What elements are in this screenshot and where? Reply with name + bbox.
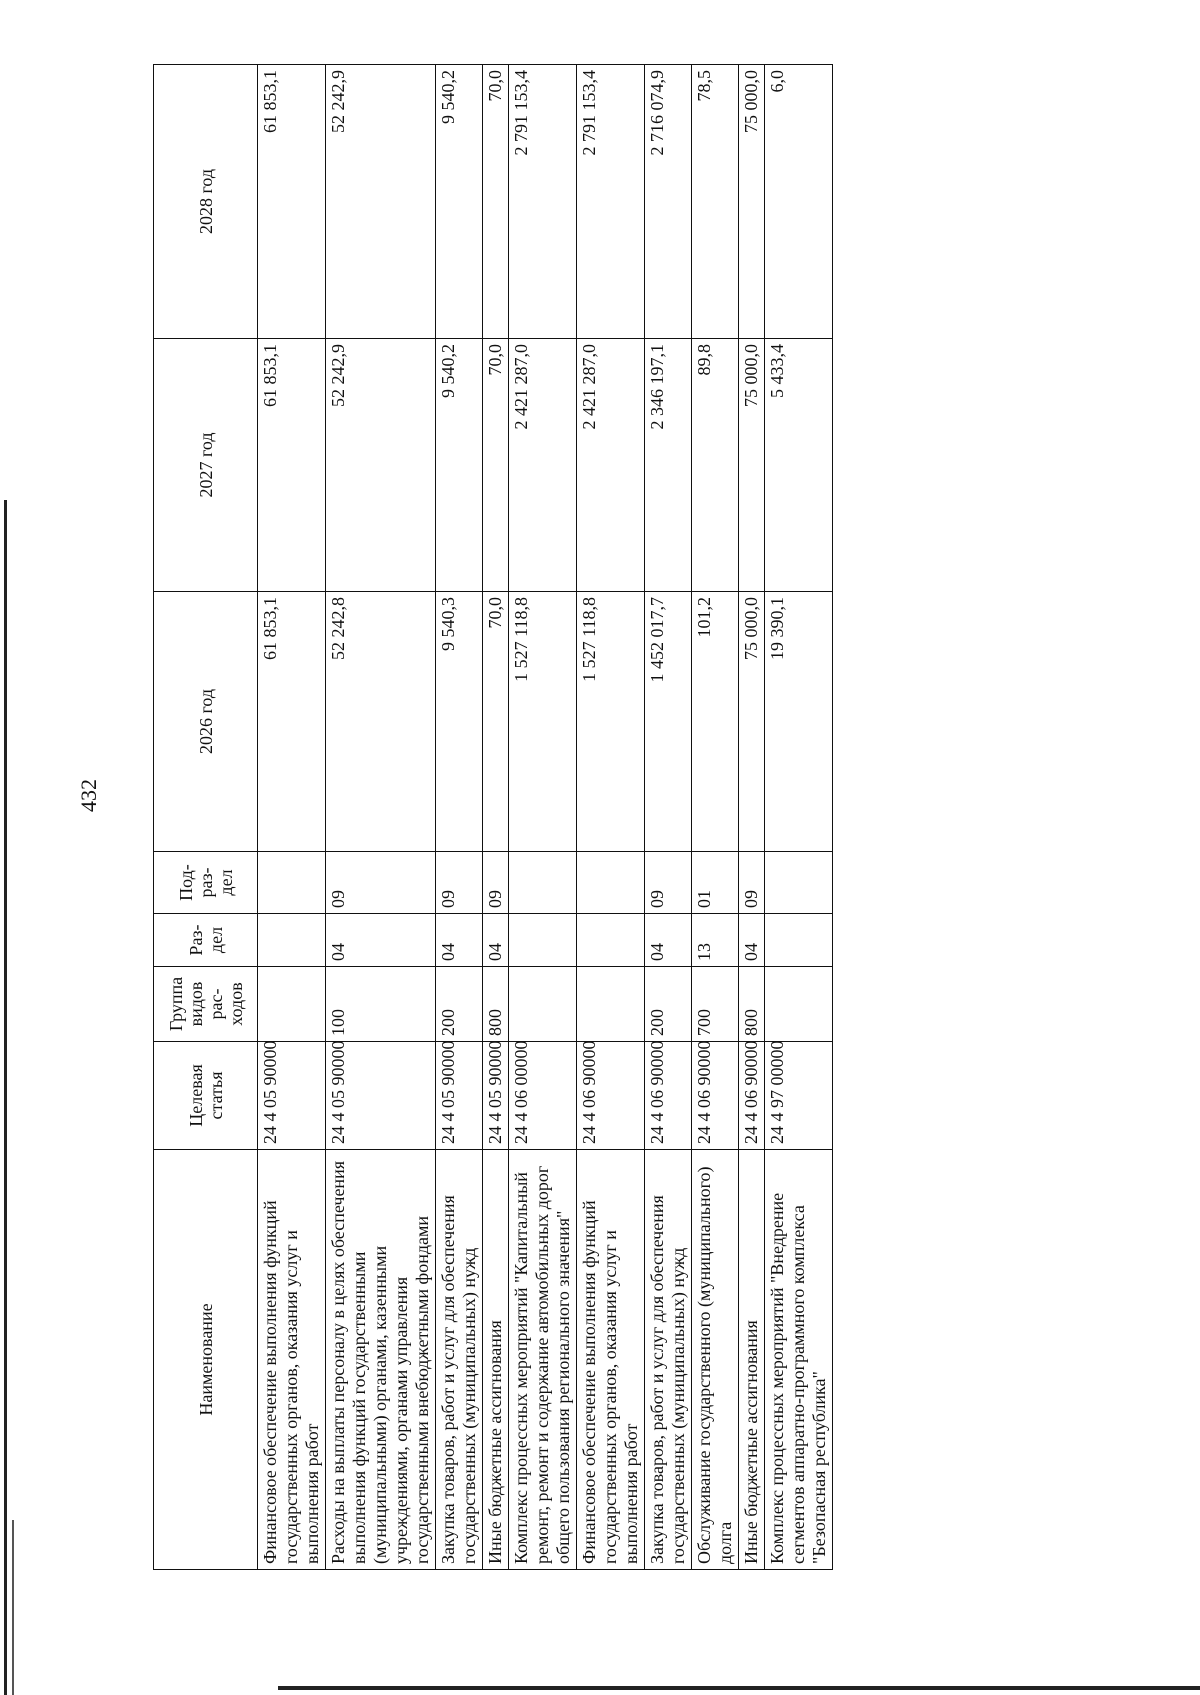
table-row <box>509 65 577 1570</box>
table-row <box>326 65 436 1570</box>
amount-2027: 2 421 287,0 <box>509 339 577 592</box>
amount-2026: 52 242,8 <box>326 592 436 852</box>
amount-2028: 2 716 074,9 <box>645 65 692 339</box>
expense-group: 700 <box>692 967 739 1042</box>
subsection-code: 09 <box>436 852 483 914</box>
header-row <box>154 65 258 1570</box>
section-code: 04 <box>326 914 436 967</box>
amount-2027: 52 242,9 <box>326 339 436 592</box>
target-article: 24 4 06 00000 <box>509 1042 577 1150</box>
target-article: 24 4 05 90000 <box>483 1042 509 1150</box>
scan-edge-line <box>4 500 7 1695</box>
amount-2027: 61 853,1 <box>258 339 326 592</box>
header-2026: 2026 год <box>154 592 258 852</box>
table-row <box>577 65 645 1570</box>
amount-2027: 9 540,2 <box>436 339 483 592</box>
target-article: 24 4 06 90000 <box>577 1042 645 1150</box>
header-2028: 2028 год <box>154 65 258 339</box>
subsection-code: 09 <box>483 852 509 914</box>
row-name: Комплекс процессных мероприятий "Внедрение сегментов аппаратно-программного комплекса "Безопасная республика" <box>765 1150 833 1570</box>
amount-2028: 6,0 <box>765 65 833 339</box>
page-number: 432 <box>76 779 101 812</box>
budget-table <box>153 64 833 1570</box>
expense-group <box>509 967 577 1042</box>
section-code: 04 <box>739 914 765 967</box>
row-name: Закупка товаров, работ и услуг для обеспечения государственных (муниципальных) нужд <box>645 1150 692 1570</box>
row-name: Финансовое обеспечение выполнения функций государственных органов, оказания услуг и выполнения работ <box>577 1150 645 1570</box>
amount-2026: 75 000,0 <box>739 592 765 852</box>
table-row <box>765 65 833 1570</box>
header-group: Группа видов рас-ходов <box>154 967 258 1042</box>
expense-group: 200 <box>645 967 692 1042</box>
amount-2027: 5 433,4 <box>765 339 833 592</box>
scan-edge-line <box>12 1520 14 1695</box>
target-article: 24 4 05 90000 <box>258 1042 326 1150</box>
amount-2026: 9 540,3 <box>436 592 483 852</box>
expense-group <box>258 967 326 1042</box>
section-code: 04 <box>645 914 692 967</box>
amount-2028: 2 791 153,4 <box>577 65 645 339</box>
row-name: Иные бюджетные ассигнования <box>739 1150 765 1570</box>
section-code: 04 <box>436 914 483 967</box>
section-code: 04 <box>483 914 509 967</box>
amount-2027: 70,0 <box>483 339 509 592</box>
amount-2026: 19 390,1 <box>765 592 833 852</box>
table-row <box>258 65 326 1570</box>
expense-group: 100 <box>326 967 436 1042</box>
header-section: Раз-дел <box>154 914 258 967</box>
row-name: Комплекс процессных мероприятий "Капитальный ремонт, ремонт и содержание автомобильных дорог общего пользования регионального значения" <box>509 1150 577 1570</box>
table-row <box>645 65 692 1570</box>
header-name: Наименование <box>154 1150 258 1570</box>
table-row <box>436 65 483 1570</box>
section-code <box>765 914 833 967</box>
subsection-code <box>509 852 577 914</box>
rotated-page <box>153 65 953 1570</box>
subsection-code: 09 <box>326 852 436 914</box>
amount-2027: 89,8 <box>692 339 739 592</box>
header-target: Целевая статья <box>154 1042 258 1150</box>
target-article: 24 4 06 90000 <box>692 1042 739 1150</box>
expense-group <box>577 967 645 1042</box>
amount-2027: 75 000,0 <box>739 339 765 592</box>
target-article: 24 4 97 00000 <box>765 1042 833 1150</box>
table-body <box>258 65 833 1570</box>
subsection-code: 09 <box>739 852 765 914</box>
target-article: 24 4 05 90000 <box>436 1042 483 1150</box>
amount-2026: 1 527 118,8 <box>509 592 577 852</box>
amount-2028: 2 791 153,4 <box>509 65 577 339</box>
row-name: Финансовое обеспечение выполнения функций государственных органов, оказания услуг и выполнения работ <box>258 1150 326 1570</box>
amount-2026: 1 452 017,7 <box>645 592 692 852</box>
amount-2028: 61 853,1 <box>258 65 326 339</box>
header-2027: 2027 год <box>154 339 258 592</box>
amount-2028: 52 242,9 <box>326 65 436 339</box>
subsection-code: 09 <box>645 852 692 914</box>
subsection-code: 01 <box>692 852 739 914</box>
expense-group: 800 <box>483 967 509 1042</box>
section-code <box>258 914 326 967</box>
amount-2026: 1 527 118,8 <box>577 592 645 852</box>
row-name: Иные бюджетные ассигнования <box>483 1150 509 1570</box>
amount-2028: 75 000,0 <box>739 65 765 339</box>
section-code <box>577 914 645 967</box>
target-article: 24 4 06 90000 <box>739 1042 765 1150</box>
table-row <box>739 65 765 1570</box>
expense-group <box>765 967 833 1042</box>
subsection-code <box>765 852 833 914</box>
expense-group: 200 <box>436 967 483 1042</box>
target-article: 24 4 06 90000 <box>645 1042 692 1150</box>
table-row <box>692 65 739 1570</box>
amount-2026: 61 853,1 <box>258 592 326 852</box>
amount-2026: 70,0 <box>483 592 509 852</box>
header-subsection: Под-раз-дел <box>154 852 258 914</box>
amount-2026: 101,2 <box>692 592 739 852</box>
amount-2028: 78,5 <box>692 65 739 339</box>
amount-2028: 9 540,2 <box>436 65 483 339</box>
amount-2028: 70,0 <box>483 65 509 339</box>
subsection-code <box>258 852 326 914</box>
scan-edge-line <box>278 1686 1200 1690</box>
amount-2027: 2 346 197,1 <box>645 339 692 592</box>
section-code: 13 <box>692 914 739 967</box>
row-name: Расходы на выплаты персоналу в целях обеспечения выполнения функций государственными (муниципальными) органами, казенными учреждениями, органами управления государственными внебюджетными фондами <box>326 1150 436 1570</box>
expense-group: 800 <box>739 967 765 1042</box>
subsection-code <box>577 852 645 914</box>
row-name: Закупка товаров, работ и услуг для обеспечения государственных (муниципальных) нужд <box>436 1150 483 1570</box>
target-article: 24 4 05 90000 <box>326 1042 436 1150</box>
table-row <box>483 65 509 1570</box>
amount-2027: 2 421 287,0 <box>577 339 645 592</box>
row-name: Обслуживание государственного (муниципального) долга <box>692 1150 739 1570</box>
section-code <box>509 914 577 967</box>
